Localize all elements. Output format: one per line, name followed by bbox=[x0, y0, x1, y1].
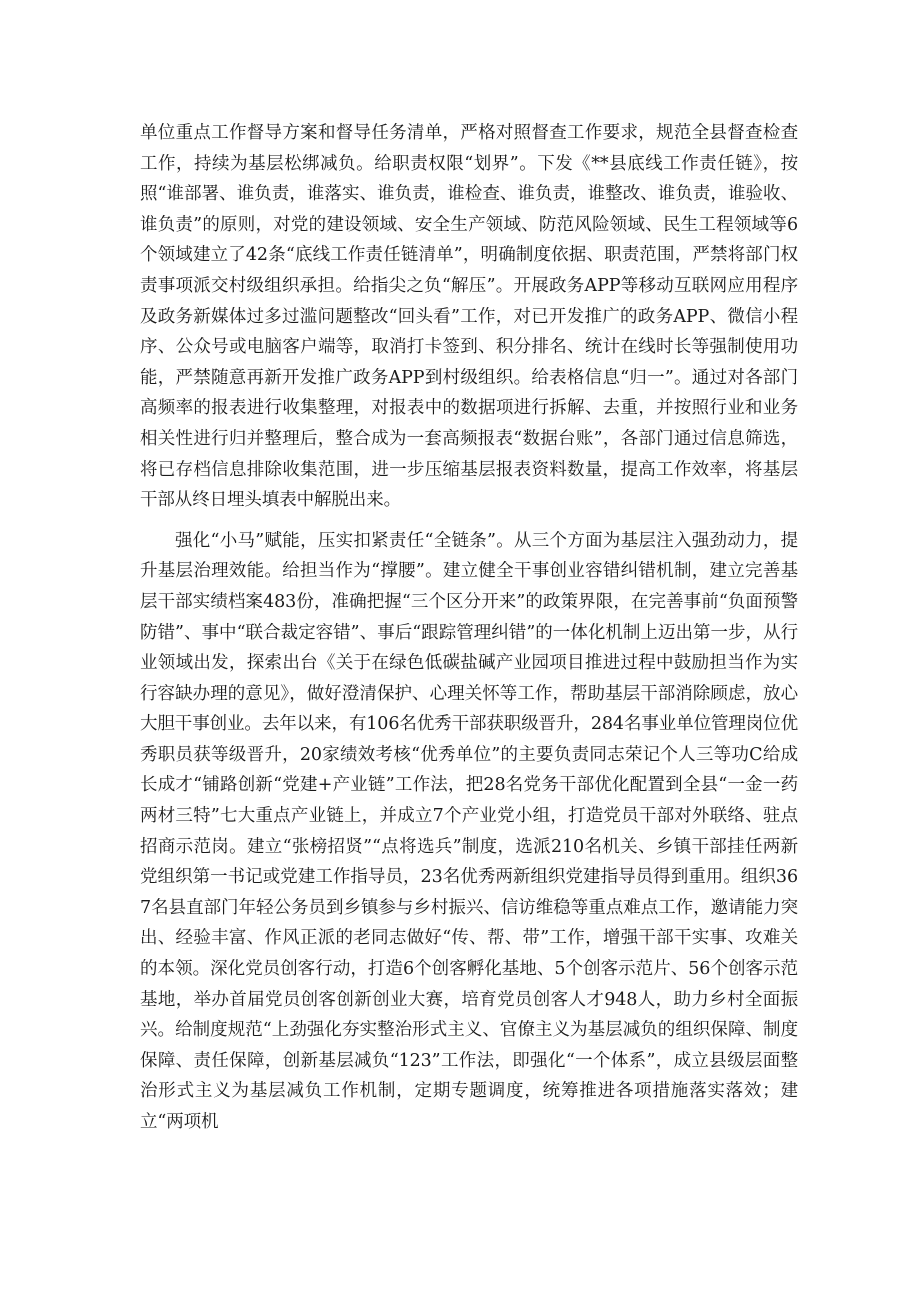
document-page bbox=[140, 118, 798, 1138]
paragraph-2: 强化“小马”赋能，压实扣紧责任“全链条”。从三个方面为基层注入强劲动力，提升基层治理效能。给担当作为“撑腰”。建立健全干事创业容错纠错机制，建立完善基层干部实绩档案483份，准确把握“三个区分开来”的政策界限，在完善事前“负面预警防错”、事中“联合裁定容错”、事后“跟踪管理纠错”的一体化机制上迈出第一步，从行业领域出发，探索出台《关于在绿色低碳盐碱产业园项目推进过程中鼓励担当作为实行容缺办理的意见》，做好澄清保护、心理关怀等工作，帮助基层干部消除顾虑，放心大胆干事创业。去年以来，有106名优秀干部获职级晋升，284名事业单位管理岗位优秀职员获等级晋升，20家绩效考核“优秀单位”的主要负责同志荣记个人三等功C给成长成才“铺路创新“党建+产业链”工作法，把28名党务干部优化配置到全县“一金一药两材三特”七大重点产业链上，并成立7个产业党小组，打造党员干部对外联络、驻点招商示范岗。建立“张榜招贤”“点将选兵”制度，选派210名机关、乡镇干部挂任两新党组织第一书记或党建工作指导员，23名优秀两新组织党建指导员得到重用。组织367名县直部门年轻公务员到乡镇参与乡村振兴、信访维稳等重点难点工作，邀请能力突出、经验丰富、作风正派的老同志做好“传、帮、带”工作，增强干部干实事、攻难关的本领。深化党员创客行动，打造6个创客孵化基地、5个创客示范片、56个创客示范基地，举办首届党员创客创新创业大赛，培育党员创客人才948人，助力乡村全面振兴。给制度规范“上劲强化夯实整治形式主义、官僚主义为基层减负的组织保障、制度保障、责任保障，创新基层减负“123”工作法，即强化“一个体系”，成立县级层面整治形式主义为基层减负工作机制，定期专题调度，统筹推进各项措施落实落效；建立“两项机 bbox=[140, 530, 798, 1132]
paragraph-1: 单位重点工作督导方案和督导任务清单，严格对照督查工作要求，规范全县督查检查工作，持续为基层松绑减负。给职责权限“划界”。下发《**县底线工作责任链》，按照“谁部署、谁负责，谁落实、谁负责，谁检查、谁负责，谁整改、谁负责，谁验收、谁负责”的原则，对党的建设领域、安全生产领域、防范风险领域、民生工程领域等6个领域建立了42条“底线工作责任链清单”，明确制度依据、职责范围，严禁将部门权责事项派交村级组织承担。给指尖之负“解压”。开展政务APP等移动互联网应用程序及政务新媒体过多过滥问题整改“回头看”工作，对已开发推广的政务APP、微信小程序、公众号或电脑客户端等，取消打卡签到、积分排名、统计在线时长等强制使用功能，严禁随意再新开发推广政务APP到村级组织。给表格信息“归一”。通过对各部门高频率的报表进行收集整理，对报表中的数据项进行拆解、去重，并按照行业和业务相关性进行归并整理后，整合成为一套高频报表“数据台账”，各部门通过信息筛选，将已存档信息排除收集范围，进一步压缩基层报表资料数量，提高工作效率，将基层干部从终日埋头填表中解脱出来。 bbox=[140, 123, 798, 511]
